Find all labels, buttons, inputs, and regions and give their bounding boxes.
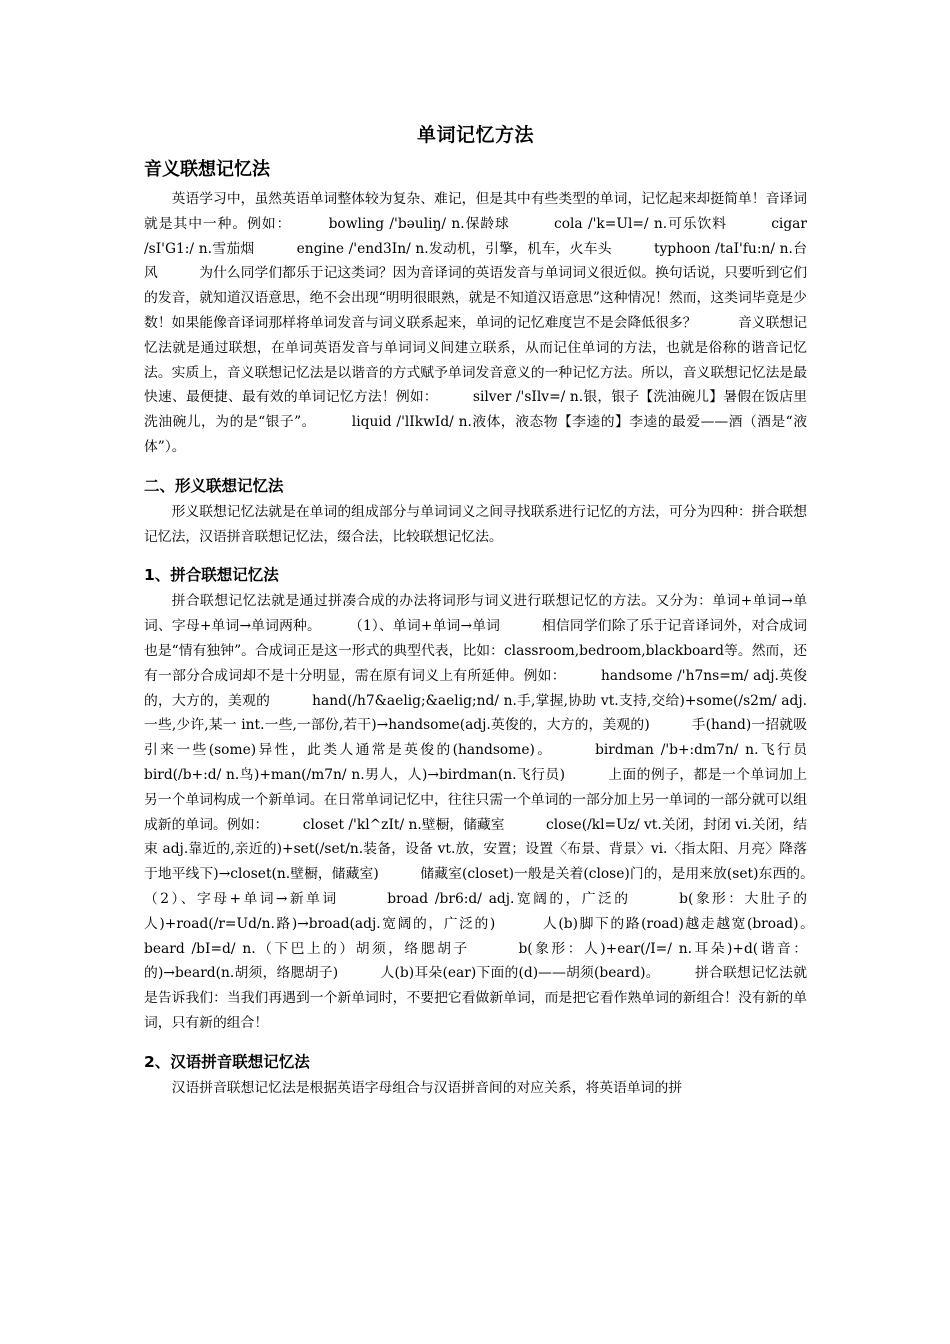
paragraph-form-meaning: 形义联想记忆法就是在单词的组成部分与单词词义之间寻找联系进行记忆的方法，可分为四种：拼合联想记忆法，汉语拼音联想记忆法，缀合法，比较联想记忆法。 [144, 503, 807, 545]
section-heading-form-meaning: 二、形义联想记忆法 [144, 476, 284, 495]
document-title: 单词记忆方法 [416, 124, 534, 146]
paragraph-sound-meaning: 英语学习中，虽然英语单词整体较为复杂、难记，但是其中有些类型的单词，记忆起来却挺简单！音译词就是其中一种。例如： bowling /'bəuliŋ/ n.保龄球 cola /'k=Ul=/ n.可乐饮料 cigar /sI'G1:/ n.雪茄烟 engine /'end3In/ n.发动机，引擎，机车，火车头 typhoon /taI'fu:n/ n.台风 为什么同学们都乐于记这类词？因为音译词的英语发音与单词词义很近似。换句话说，只要听到它们的发音，就知道汉语意思，绝不会出现“明明很眼熟，就是不知道汉语意思”这种情况！然而，这类词毕竟是少数！如果能像音译词那样将单词发音与词义联系起来，单词的记忆难度岂不是会降低很多？ 音义联想记忆法就是通过联想，在单词英语发音与单词词义间建立联系，从而记住单词的方法，也就是俗称的谐音记忆法。实质上，音义联想记忆法是以谐音的方式赋予单词发音意义的一种记忆方法。所以，音义联想记忆法是最快速、最便捷、最有效的单词记忆方法！例如： silver /'sIlv=/ n.银，银子【洗油碗儿】暑假在饭店里洗油碗儿，为的是“银子”。 liquid /'lIkwId/ n.液体，液态物【李逵的】李逵的最爱——酒（酒是“液体”）。 [144, 191, 807, 455]
section-heading-sound-meaning: 音义联想记忆法 [144, 159, 270, 180]
paragraph-combination: 拼合联想记忆法就是通过拼凑合成的办法将词形与词义进行联想记忆的方法。又分为：单词+单词→单词、字母+单词→单词两种。 （1）、单词+单词→单词 相信同学们除了乐于记音译词外，对合成词也是“情有独钟”。合成词正是这一形式的典型代表，比如：classroom,bedroom,blackboard等。然而，还有一部分合成词却不是十分明显，需在原有词义上有所延伸。例如： handsome /'h7ns=m/ adj.英俊的，大方的，美观的 hand(/h7&aelig;&aelig;nd/ n.手,掌握,协助 vt.支持,交给)+some(/s2m/ adj.一些,少许,某一 int.一些,一部份,若干)→handsome(adj.英俊的，大方的，美观的) 手(hand)一招就吸引来一些(some)异性，此类人通常是英俊的(handsome)。 birdman /'b+:dm7n/ n.飞行员 bird(/b+:d/ n.鸟)+man(/m7n/ n.男人，人)→birdman(n.飞行员) 上面的例子，都是一个单词加上另一个单词构成一个新单词。在日常单词记忆中，往往只需一个单词的一部分加上另一单词的一部分就可以组成新的单词。例如： closet /'kl^zIt/ n.壁橱，储藏室 close(/kl=Uz/ vt.关闭，封闭 vi.关闭，结束 adj.靠近的,亲近的)+set(/set/n.装备，设备 vt.放，安置；设置〈布景、背景〉vi.〈指太阳、月亮〉降落于地平线下)→closet(n.壁橱，储藏室) 储藏室(closet)一般是关着(close)门的，是用来放(set)东西的。 （2）、字母+单词→新单词 broad /br6:d/ adj.宽阔的，广泛的 b(象形：大肚子的人)+road(/r=Ud/n.路)→broad(adj.宽阔的，广泛的) 人(b)脚下的路(road)越走越宽(broad)。 beard /bI=d/ n.（下巴上的）胡须，络腮胡子 b(象形：人)+ear(/I=/ n.耳朵)+d(谐音：的)→beard(n.胡须，络腮胡子) 人(b)耳朵(ear)下面的(d)——胡须(beard)。 拼合联想记忆法就是告诉我们：当我们再遇到一个新单词时，不要把它看做新单词，而是把它看作熟单词的新组合！没有新的单词，只有新的组合！ [144, 593, 849, 1031]
section-heading-combination: 1、拼合联想记忆法 [144, 566, 279, 585]
section-heading-pinyin: 2、汉语拼音联想记忆法 [144, 1052, 310, 1071]
paragraph-pinyin: 汉语拼音联想记忆法是根据英语字母组合与汉语拼音间的对应关系，将英语单词的拼 [171, 1079, 683, 1096]
